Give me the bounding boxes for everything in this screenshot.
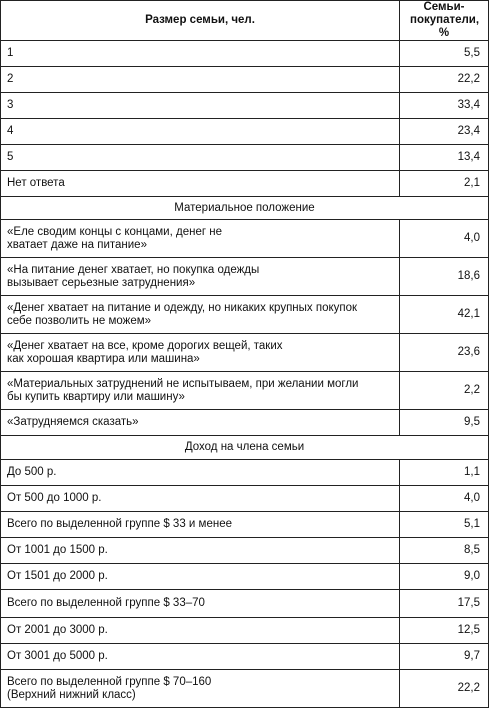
row-value: 8,5 [400,538,489,564]
row-value: 2,2 [400,372,489,410]
header-row [1,1,489,41]
row-label: Всего по выделенной группе $ 33 и менее [1,512,400,538]
row-value: 33,4 [400,93,489,119]
row-value: 12,5 [400,618,489,644]
table-row [1,171,489,197]
row-label: «На питание денег хватает, но покупка одежды вызывает серьезные затруднения» [1,258,400,296]
table-row [1,93,489,119]
row-label: «Еле сводим концы с концами, денег не хватает даже на питание» [1,220,400,258]
table-row [1,590,489,618]
row-value: 9,7 [400,644,489,670]
header-buyers-percent: Семьи-покупатели, % [400,1,489,41]
row-label: Всего по выделенной группе $ 70–160 (Верхний нижний класс) [1,670,400,708]
row-label: «Денег хватает на питание и одежду, но никаких крупных покупок себе позволить не можем» [1,296,400,334]
row-value: 22,2 [400,670,489,708]
row-label: От 2001 до 3000 р. [1,618,400,644]
table-row [1,618,489,644]
row-label: Всего по выделенной группе $ 33–70 [1,590,400,618]
row-value: 18,6 [400,258,489,296]
row-value: 22,2 [400,67,489,93]
table-row [1,67,489,93]
row-value: 2,1 [400,171,489,197]
table-row [1,538,489,564]
section-row [1,436,489,460]
row-label: 5 [1,145,400,171]
row-value: 4,0 [400,220,489,258]
row-label: 2 [1,67,400,93]
row-value: 5,1 [400,512,489,538]
row-label: До 500 р. [1,460,400,486]
row-label: Нет ответа [1,171,400,197]
table-row [1,296,489,334]
table-row [1,564,489,590]
section-income: Доход на члена семьи [1,436,489,460]
row-value: 17,5 [400,590,489,618]
row-label: 3 [1,93,400,119]
row-label: «Затрудняемся сказать» [1,410,400,436]
row-label: «Денег хватает на все, кроме дорогих вещей, таких как хорошая квартира или машина» [1,334,400,372]
row-label: От 500 до 1000 р. [1,486,400,512]
table-row [1,486,489,512]
row-value: 23,4 [400,119,489,145]
section-material: Материальное положение [1,197,489,220]
table-row [1,145,489,171]
row-label: От 1501 до 2000 р. [1,564,400,590]
row-label: От 3001 до 5000 р. [1,644,400,670]
row-value: 42,1 [400,296,489,334]
row-label: От 1001 до 1500 р. [1,538,400,564]
table-row [1,220,489,258]
row-label: «Материальных затруднений не испытываем, при желании могли бы купить квартиру или машину» [1,372,400,410]
row-value: 4,0 [400,486,489,512]
row-value: 23,6 [400,334,489,372]
row-value: 9,5 [400,410,489,436]
table-row [1,334,489,372]
table-row [1,258,489,296]
row-value: 1,1 [400,460,489,486]
row-value: 13,4 [400,145,489,171]
header-family-size: Размер семьи, чел. [1,1,400,41]
row-value: 9,0 [400,564,489,590]
table-row [1,512,489,538]
section-row [1,197,489,220]
row-label: 4 [1,119,400,145]
table-row [1,644,489,670]
table-row [1,41,489,67]
table-row [1,372,489,410]
table-row [1,119,489,145]
row-value: 5,5 [400,41,489,67]
row-label: 1 [1,41,400,67]
table-row [1,410,489,436]
table-row [1,460,489,486]
